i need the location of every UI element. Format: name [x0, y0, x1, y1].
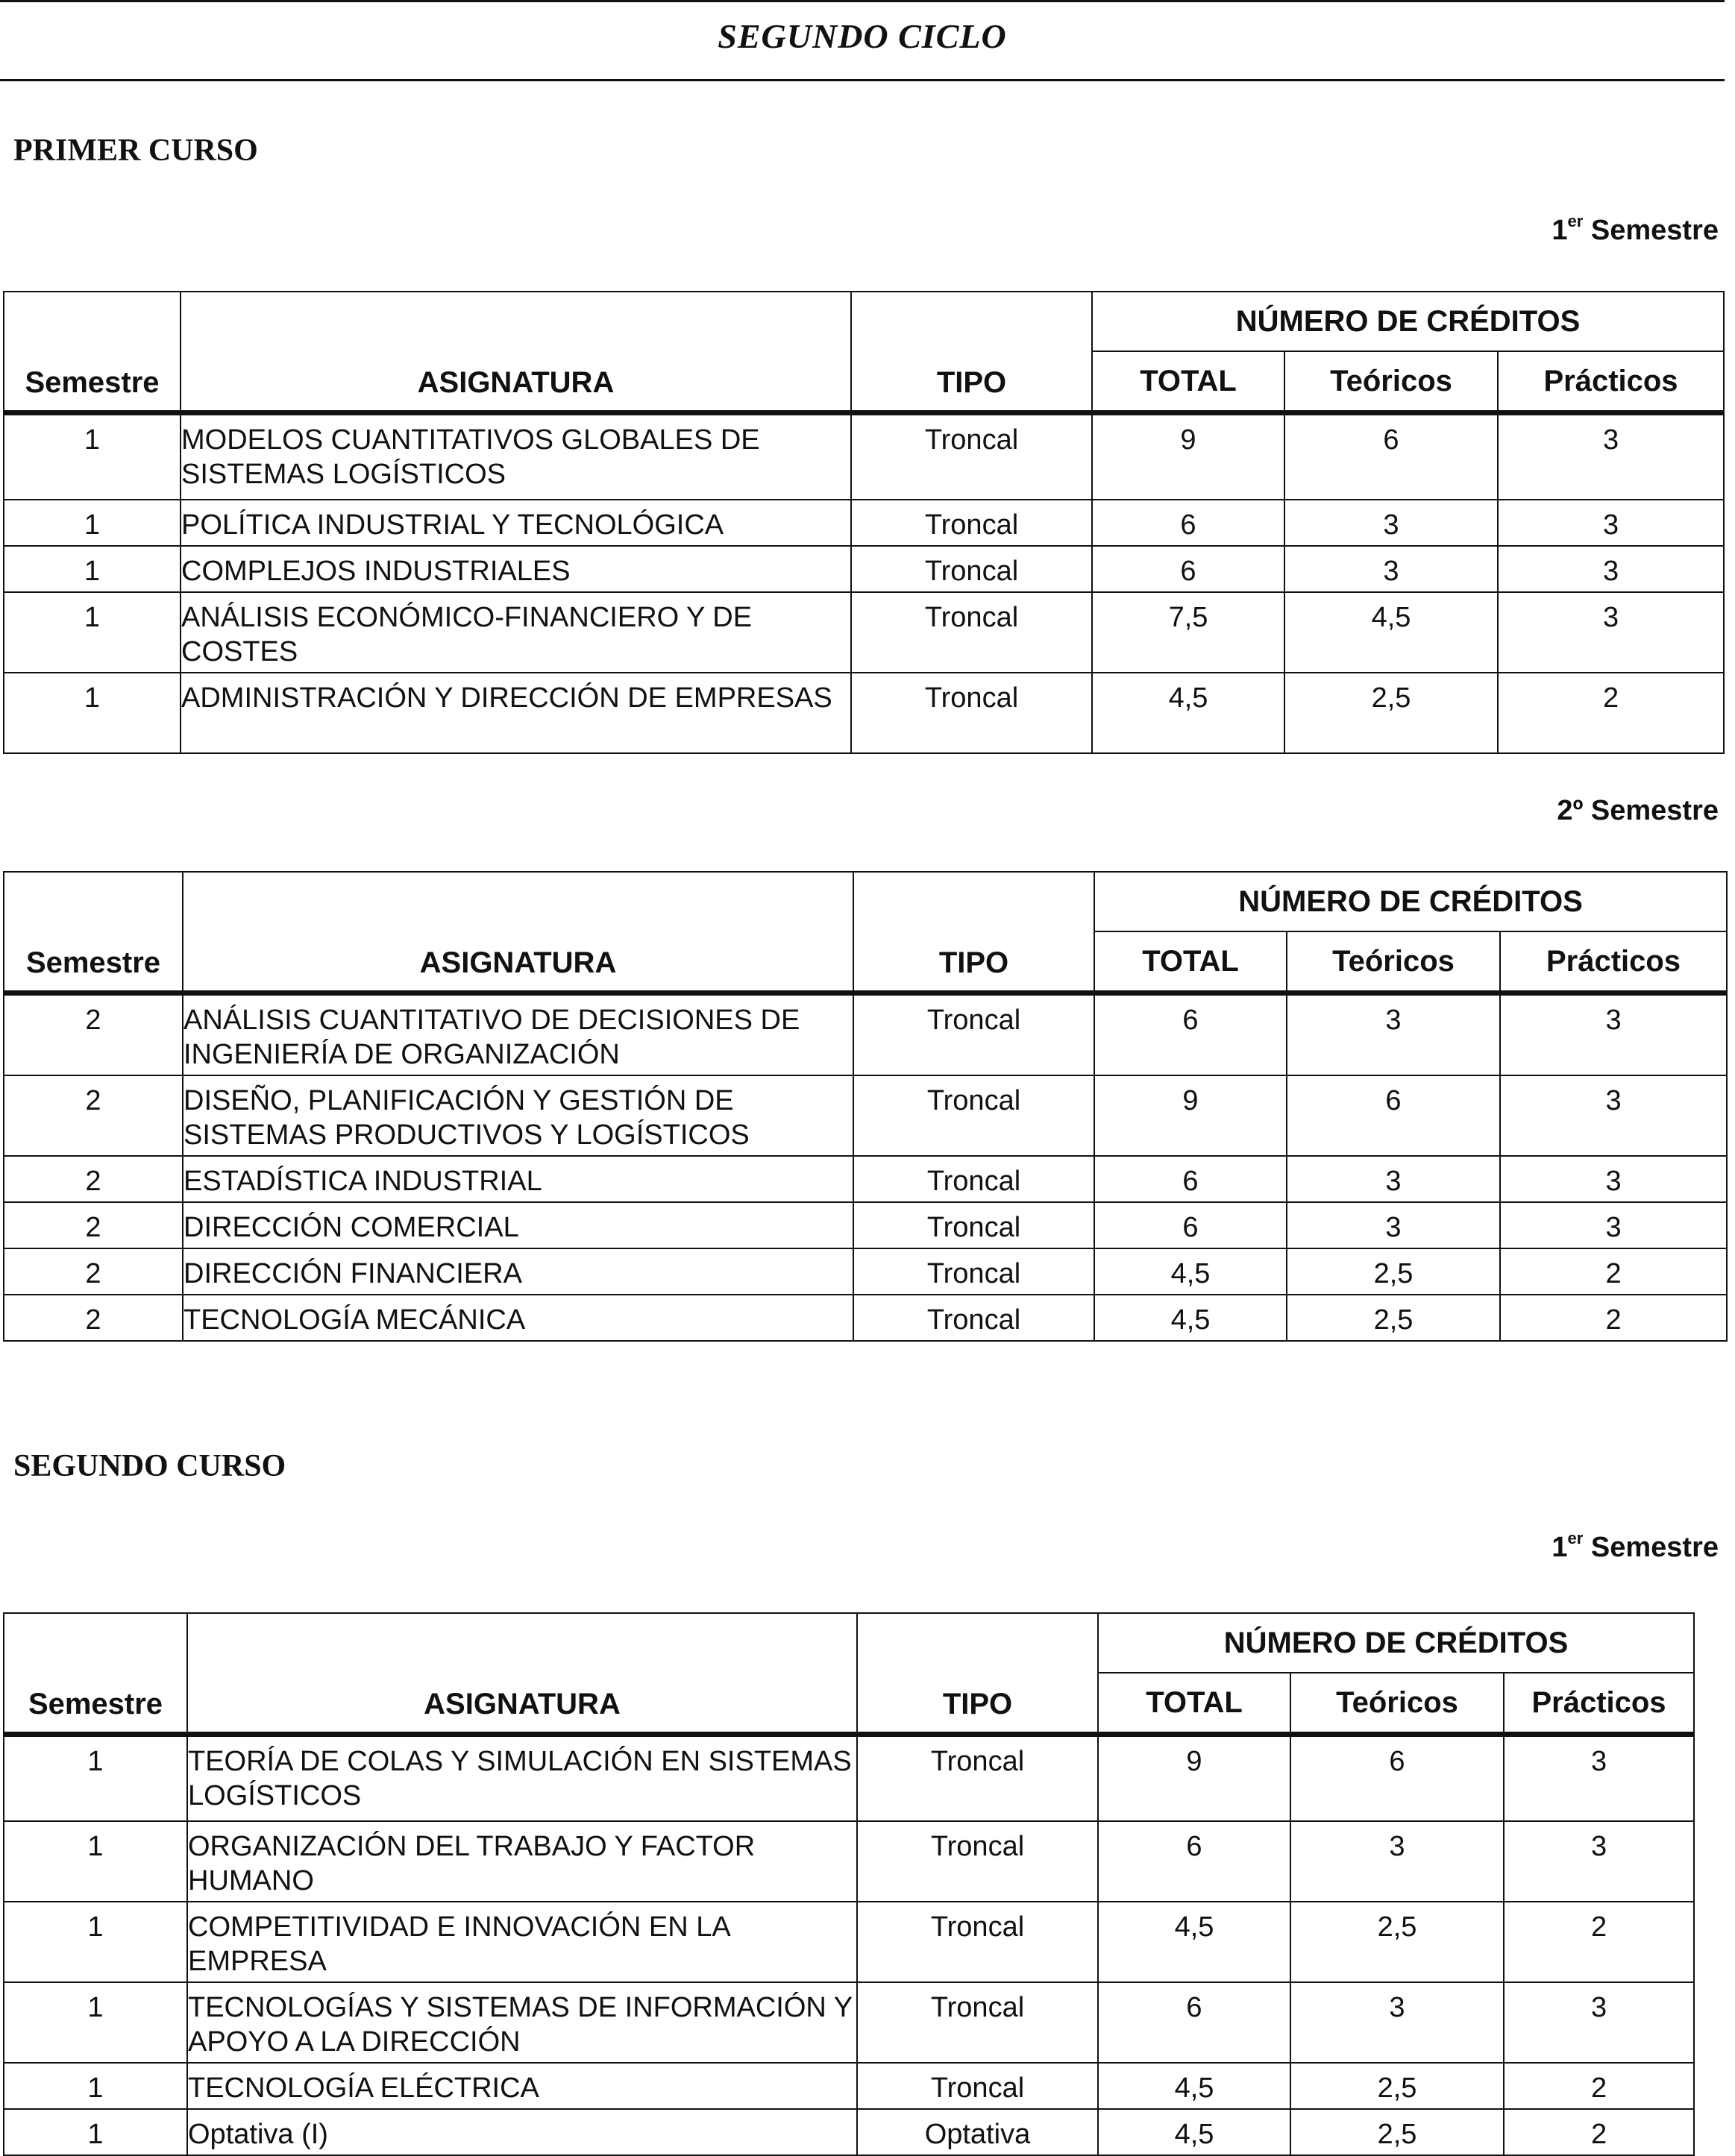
cell-practicos: 3	[1504, 1982, 1694, 2063]
cell-tipo: Troncal	[857, 1821, 1098, 1902]
table-row	[4, 413, 1724, 500]
header-tipo: TIPO	[853, 872, 1094, 993]
cell-practicos: 3	[1498, 592, 1724, 673]
cell-practicos: 2	[1504, 1902, 1694, 1982]
cell-tipo: Troncal	[853, 1075, 1094, 1156]
cell-semestre: 1	[4, 1821, 187, 1902]
cell-semestre: 2	[4, 1202, 183, 1248]
table-row	[4, 500, 1724, 546]
table-row	[4, 1902, 1694, 1982]
cell-asignatura: Optativa (I)	[187, 2109, 857, 2155]
cell-asignatura: COMPETITIVIDAD E INNOVACIÓN EN LA EMPRESA	[187, 1902, 857, 1982]
header-total: TOTAL	[1094, 931, 1287, 993]
cell-asignatura: TECNOLOGÍAS Y SISTEMAS DE INFORMACIÓN Y APOYO A LA DIRECCIÓN	[187, 1982, 857, 2063]
page-title: SEGUNDO CICLO	[718, 17, 1007, 55]
cell-total: 6	[1092, 546, 1284, 592]
cell-tipo: Troncal	[857, 1902, 1098, 1982]
cell-practicos: 3	[1500, 1202, 1727, 1248]
primer-curso-sem2-label: 2º Semestre	[1557, 795, 1719, 826]
primer-curso-heading: PRIMER CURSO	[13, 133, 258, 168]
cell-tipo: Troncal	[851, 413, 1092, 500]
cell-asignatura: ANÁLISIS ECONÓMICO-FINANCIERO Y DE COSTES	[181, 592, 851, 673]
cell-tipo: Troncal	[857, 1735, 1098, 1821]
cell-practicos: 3	[1500, 1075, 1727, 1156]
header-semestre: Semestre	[4, 1613, 187, 1735]
header-numero-creditos: NÚMERO DE CRÉDITOS	[1098, 1613, 1694, 1673]
cell-semestre: 2	[4, 1295, 183, 1341]
cell-semestre: 2	[4, 1248, 183, 1295]
cell-asignatura: COMPLEJOS INDUSTRIALES	[181, 546, 851, 592]
table-row	[4, 673, 1724, 753]
cell-tipo: Troncal	[853, 1202, 1094, 1248]
cell-asignatura: DIRECCIÓN FINANCIERA	[183, 1248, 853, 1295]
cell-total: 6	[1094, 1156, 1287, 1202]
cell-teoricos: 3	[1290, 1821, 1504, 1902]
cell-total: 6	[1098, 1982, 1290, 2063]
cell-semestre: 1	[4, 1735, 187, 1821]
cell-teoricos: 2,5	[1287, 1295, 1500, 1341]
cell-teoricos: 2,5	[1290, 1902, 1504, 1982]
cell-practicos: 3	[1498, 546, 1724, 592]
cell-semestre: 2	[4, 993, 183, 1076]
cell-total: 4,5	[1094, 1295, 1287, 1341]
cell-teoricos: 3	[1287, 1202, 1500, 1248]
sem-label-superscript: er	[1567, 212, 1584, 230]
cell-asignatura: DISEÑO, PLANIFICACIÓN Y GESTIÓN DE SISTEMAS PRODUCTIVOS Y LOGÍSTICOS	[183, 1075, 853, 1156]
cell-total: 9	[1094, 1075, 1287, 1156]
cell-semestre: 1	[4, 592, 181, 673]
sem-label-number: 1	[1552, 1532, 1568, 1563]
cell-total: 9	[1098, 1735, 1290, 1821]
top-rule	[0, 0, 1725, 2]
cell-tipo: Optativa	[857, 2109, 1098, 2155]
cell-practicos: 2	[1504, 2063, 1694, 2109]
cell-asignatura: ORGANIZACIÓN DEL TRABAJO Y FACTOR HUMANO	[187, 1821, 857, 1902]
table-row	[4, 1735, 1694, 1821]
table-row	[4, 1295, 1727, 1341]
cell-teoricos: 3	[1290, 1982, 1504, 2063]
sem-label-number: 1	[1552, 215, 1568, 246]
table-row	[4, 1982, 1694, 2063]
cell-asignatura: ESTADÍSTICA INDUSTRIAL	[183, 1156, 853, 1202]
table-row	[4, 546, 1724, 592]
cell-teoricos: 2,5	[1287, 1248, 1500, 1295]
segundo-curso-sem1-label	[1552, 1529, 1719, 1564]
cell-asignatura: DIRECCIÓN COMERCIAL	[183, 1202, 853, 1248]
cell-practicos: 2	[1504, 2109, 1694, 2155]
cell-tipo: Troncal	[857, 2063, 1098, 2109]
cell-total: 6	[1094, 1202, 1287, 1248]
cell-asignatura: ANÁLISIS CUANTITATIVO DE DECISIONES DE INGENIERÍA DE ORGANIZACIÓN	[183, 993, 853, 1076]
header-teoricos: Teóricos	[1284, 351, 1498, 413]
cell-total: 7,5	[1092, 592, 1284, 673]
cell-practicos: 3	[1504, 1821, 1694, 1902]
cell-practicos: 2	[1498, 673, 1724, 753]
cell-teoricos: 3	[1287, 993, 1500, 1076]
cell-asignatura: ADMINISTRACIÓN Y DIRECCIÓN DE EMPRESAS	[181, 673, 851, 753]
cell-semestre: 1	[4, 2063, 187, 2109]
cell-teoricos: 2,5	[1284, 673, 1498, 753]
cell-tipo: Troncal	[853, 993, 1094, 1076]
header-total: TOTAL	[1098, 1673, 1290, 1735]
cell-tipo: Troncal	[853, 1295, 1094, 1341]
cell-semestre: 2	[4, 1075, 183, 1156]
primer-curso-sem2-table	[3, 871, 1728, 1342]
header-tipo: TIPO	[857, 1613, 1098, 1735]
table-row	[4, 1821, 1694, 1902]
cell-semestre: 1	[4, 500, 181, 546]
segundo-curso-sem1-table	[3, 1612, 1695, 2156]
cell-tipo: Troncal	[853, 1248, 1094, 1295]
cell-tipo: Troncal	[851, 592, 1092, 673]
cell-total: 9	[1092, 413, 1284, 500]
cell-practicos: 3	[1498, 500, 1724, 546]
header-asignatura: ASIGNATURA	[183, 872, 853, 993]
cell-teoricos: 3	[1284, 546, 1498, 592]
cell-teoricos: 6	[1284, 413, 1498, 500]
cell-practicos: 2	[1500, 1248, 1727, 1295]
sem-label-word: Semestre	[1583, 1532, 1719, 1563]
cell-asignatura: TECNOLOGÍA ELÉCTRICA	[187, 2063, 857, 2109]
table-row	[4, 2063, 1694, 2109]
cell-total: 4,5	[1094, 1248, 1287, 1295]
sem-label-word: Semestre	[1583, 215, 1719, 246]
cell-asignatura: POLÍTICA INDUSTRIAL Y TECNOLÓGICA	[181, 500, 851, 546]
cell-teoricos: 4,5	[1284, 592, 1498, 673]
header-asignatura: ASIGNATURA	[187, 1613, 857, 1735]
cell-total: 4,5	[1098, 2063, 1290, 2109]
segundo-curso-heading: SEGUNDO CURSO	[13, 1449, 286, 1483]
cell-teoricos: 6	[1290, 1735, 1504, 1821]
table-row	[4, 1156, 1727, 1202]
cell-total: 4,5	[1098, 1902, 1290, 1982]
cell-semestre: 1	[4, 673, 181, 753]
cell-tipo: Troncal	[853, 1156, 1094, 1202]
cell-asignatura: MODELOS CUANTITATIVOS GLOBALES DE SISTEMAS LOGÍSTICOS	[181, 413, 851, 500]
cell-semestre: 1	[4, 2109, 187, 2155]
cell-tipo: Troncal	[851, 673, 1092, 753]
cell-practicos: 3	[1504, 1735, 1694, 1821]
cell-practicos: 3	[1500, 1156, 1727, 1202]
cell-tipo: Troncal	[851, 546, 1092, 592]
cell-teoricos: 3	[1284, 500, 1498, 546]
header-semestre: Semestre	[4, 292, 181, 413]
cell-total: 6	[1094, 993, 1287, 1076]
cell-semestre: 1	[4, 546, 181, 592]
table-row	[4, 592, 1724, 673]
header-teoricos: Teóricos	[1290, 1673, 1504, 1735]
title-underline	[0, 79, 1725, 81]
cell-teoricos: 2,5	[1290, 2063, 1504, 2109]
table-row	[4, 1075, 1727, 1156]
cell-practicos: 3	[1498, 413, 1724, 500]
cell-teoricos: 2,5	[1290, 2109, 1504, 2155]
header-teoricos: Teóricos	[1287, 931, 1500, 993]
header-practicos: Prácticos	[1498, 351, 1724, 413]
cell-asignatura: TECNOLOGÍA MECÁNICA	[183, 1295, 853, 1341]
header-semestre: Semestre	[4, 872, 183, 993]
cell-practicos: 2	[1500, 1295, 1727, 1341]
cell-asignatura: TEORÍA DE COLAS Y SIMULACIÓN EN SISTEMAS LOGÍSTICOS	[187, 1735, 857, 1821]
table-row	[4, 2109, 1694, 2155]
header-asignatura: ASIGNATURA	[181, 292, 851, 413]
table-row	[4, 1248, 1727, 1295]
primer-curso-sem1-table	[3, 291, 1725, 754]
cell-semestre: 1	[4, 1982, 187, 2063]
cell-teoricos: 3	[1287, 1156, 1500, 1202]
cell-teoricos: 6	[1287, 1075, 1500, 1156]
table-row	[4, 993, 1727, 1076]
sem-label-superscript: er	[1567, 1529, 1584, 1547]
header-numero-creditos: NÚMERO DE CRÉDITOS	[1092, 292, 1724, 351]
table-row	[4, 1202, 1727, 1248]
cell-total: 6	[1092, 500, 1284, 546]
cell-tipo: Troncal	[851, 500, 1092, 546]
header-tipo: TIPO	[851, 292, 1092, 413]
cell-tipo: Troncal	[857, 1982, 1098, 2063]
cell-semestre: 1	[4, 413, 181, 500]
header-total: TOTAL	[1092, 351, 1284, 413]
cell-semestre: 1	[4, 1902, 187, 1982]
cell-total: 4,5	[1092, 673, 1284, 753]
cell-total: 6	[1098, 1821, 1290, 1902]
header-practicos: Prácticos	[1504, 1673, 1694, 1735]
primer-curso-sem1-label	[1552, 212, 1719, 247]
cell-practicos: 3	[1500, 993, 1727, 1076]
header-practicos: Prácticos	[1500, 931, 1727, 993]
cell-total: 4,5	[1098, 2109, 1290, 2155]
cell-semestre: 2	[4, 1156, 183, 1202]
header-numero-creditos: NÚMERO DE CRÉDITOS	[1094, 872, 1727, 931]
